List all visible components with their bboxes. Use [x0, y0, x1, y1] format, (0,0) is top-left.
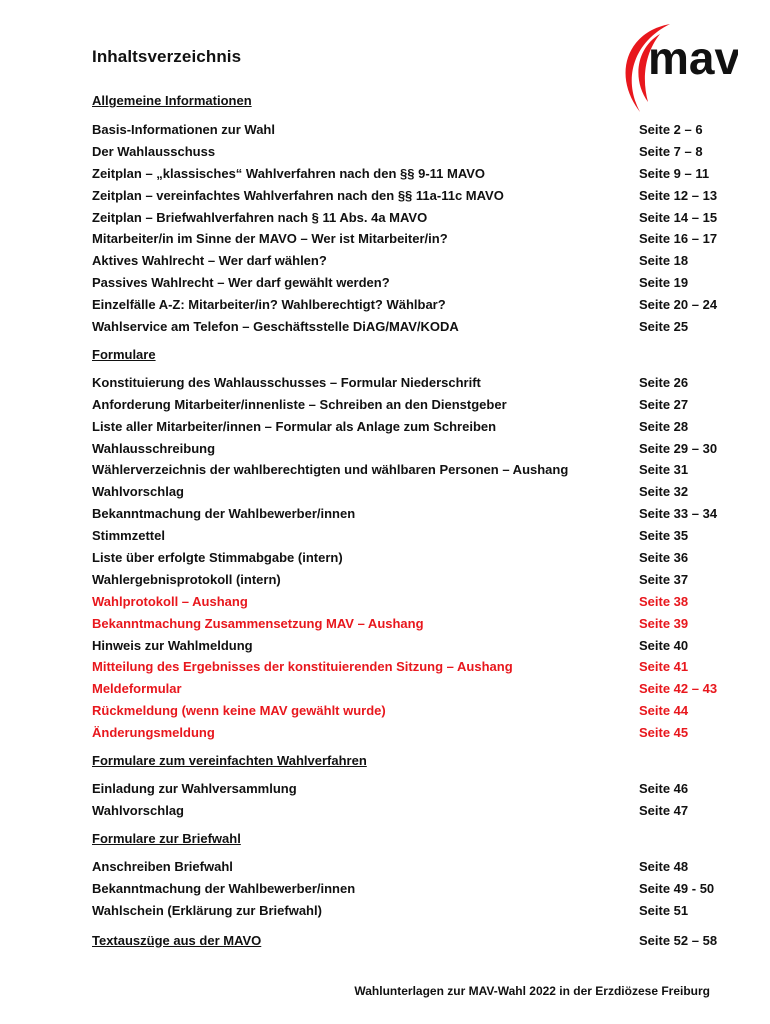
- toc-entry-page: Seite 28: [639, 418, 689, 434]
- toc-entry-title: Hinweis zur Wahlmeldung: [92, 637, 253, 653]
- toc-entry-page: Seite 20 – 24: [639, 297, 718, 313]
- toc-entry-page: Seite 25: [639, 319, 689, 335]
- toc-entry-title: Änderungsmeldung: [92, 725, 215, 741]
- toc-entry-page: Seite 48: [639, 858, 689, 874]
- toc-entry[interactable]: [92, 547, 732, 569]
- toc-entry-page: Seite 44: [639, 703, 689, 719]
- toc-entry[interactable]: [92, 163, 732, 185]
- toc-entry-title: Zeitplan – vereinfachtes Wahlverfahren nach den §§ 11a-11c MAVO: [92, 187, 504, 203]
- toc-sections: [92, 90, 732, 922]
- toc-entry[interactable]: [92, 481, 732, 503]
- toc-entry[interactable]: [92, 272, 732, 294]
- toc-entry[interactable]: [92, 635, 732, 657]
- toc-entry-title: Einzelfälle A-Z: Mitarbeiter/in? Wahlberechtigt? Wählbar?: [92, 297, 446, 313]
- toc-entry[interactable]: [92, 856, 732, 878]
- toc-entry-page: Seite 32: [639, 484, 689, 500]
- toc-entry-page: Seite 40: [639, 637, 689, 653]
- toc-entry[interactable]: [92, 228, 732, 250]
- toc-entry[interactable]: [92, 900, 732, 922]
- toc-entry[interactable]: [92, 569, 732, 591]
- toc-entry-page: Seite 38: [639, 593, 689, 609]
- toc-entry-page: Seite 47: [639, 802, 689, 818]
- toc-entry-title: Stimmzettel: [92, 528, 165, 544]
- toc-entry-title: Konstituierung des Wahlausschusses – Formular Niederschrift: [92, 374, 481, 390]
- toc-entry-title: Einladung zur Wahlversammlung: [92, 781, 297, 797]
- toc-entry-page: Seite 52 – 58: [639, 932, 718, 948]
- toc-entry-title: Wählerverzeichnis der wahlberechtigten und wählbaren Personen – Aushang: [92, 462, 569, 478]
- section-heading: Formulare zum vereinfachten Wahlverfahren: [92, 753, 367, 769]
- toc-entry-mavo-extracts[interactable]: [92, 930, 732, 952]
- toc-entry[interactable]: [92, 591, 732, 613]
- toc-entry-page: Seite 7 – 8: [639, 143, 703, 159]
- toc-entry-page: Seite 12 – 13: [639, 187, 718, 203]
- toc-entry-page: Seite 45: [639, 725, 689, 741]
- toc-entry-title: Aktives Wahlrecht – Wer darf wählen?: [92, 253, 327, 269]
- toc-entry[interactable]: [92, 394, 732, 416]
- toc-entry-page: Seite 27: [639, 396, 689, 412]
- toc-entry-page: Seite 9 – 11: [639, 165, 710, 181]
- toc-entry[interactable]: [92, 207, 732, 229]
- toc-entry-title: Wahlservice am Telefon – Geschäftsstelle DiAG/MAV/KODA: [92, 319, 459, 335]
- toc-entry-page: Seite 19: [639, 275, 689, 291]
- toc-entry-title: Liste über erfolgte Stimmabgabe (intern): [92, 550, 343, 566]
- toc-entry-page: Seite 49 - 50: [639, 880, 715, 896]
- toc-entry[interactable]: [92, 525, 732, 547]
- toc-entry-title: Wahlergebnisprotokoll (intern): [92, 571, 281, 587]
- toc-entry[interactable]: [92, 656, 732, 678]
- toc-entry-page: Seite 46: [639, 781, 689, 797]
- toc-entry-page: Seite 26: [639, 374, 689, 390]
- toc-entry-page: Seite 37: [639, 571, 689, 587]
- page-title: Inhaltsverzeichnis: [92, 47, 242, 66]
- toc-entry-page: Seite 51: [639, 902, 689, 918]
- toc-entry-title: Der Wahlausschuss: [92, 143, 216, 159]
- toc-entry[interactable]: [92, 678, 732, 700]
- toc-entry[interactable]: [92, 613, 732, 635]
- toc-entry[interactable]: [92, 250, 732, 272]
- toc-entry-page: Seite 14 – 15: [639, 209, 718, 225]
- toc-entry-page: Seite 35: [639, 528, 689, 544]
- toc-entry-title: Wahlprotokoll – Aushang: [92, 593, 248, 609]
- section-heading: Formulare zur Briefwahl: [92, 830, 241, 846]
- section-heading: Formulare: [92, 346, 156, 362]
- toc-entry[interactable]: [92, 141, 732, 163]
- toc-entry-title: Wahlschein (Erklärung zur Briefwahl): [92, 902, 322, 918]
- toc-entry-title: Passives Wahlrecht – Wer darf gewählt werden?: [92, 275, 390, 291]
- toc-entry-title: Wahlvorschlag: [92, 484, 184, 500]
- toc-entry[interactable]: [92, 316, 732, 338]
- toc-entry[interactable]: [92, 503, 732, 525]
- toc-entry-title: Wahlausschreibung: [92, 440, 216, 456]
- toc-entry-title: Anforderung Mitarbeiter/innenliste – Schreiben an den Dienstgeber: [92, 396, 507, 412]
- toc-entry-title: Zeitplan – Briefwahlverfahren nach § 11 Abs. 4a MAVO: [92, 209, 428, 225]
- toc-entry[interactable]: [92, 878, 732, 900]
- toc-entry-title: Bekanntmachung der Wahlbewerber/innen: [92, 880, 356, 896]
- logo-text: mav: [648, 32, 738, 84]
- toc-entry[interactable]: [92, 119, 732, 141]
- toc-entry-title: Rückmeldung (wenn keine MAV gewählt wurde): [92, 703, 386, 719]
- toc-entry-page: Seite 2 – 6: [639, 122, 703, 137]
- toc-entry-page: Seite 39: [639, 615, 689, 631]
- toc-entry-title: Zeitplan – „klassisches“ Wahlverfahren nach den §§ 9-11 MAVO: [92, 165, 486, 181]
- toc-entry-page: Seite 31: [639, 462, 689, 478]
- toc-entry-title: Textauszüge aus der MAVO: [92, 932, 262, 948]
- toc-entry-page: Seite 36: [639, 550, 689, 566]
- toc-entry-page: Seite 18: [639, 253, 689, 269]
- toc-entry-title: Basis-Informationen zur Wahl: [92, 122, 275, 137]
- page-footer: Wahlunterlagen zur MAV-Wahl 2022 in der Erzdiözese Freiburg: [354, 984, 710, 998]
- table-of-contents: [92, 90, 732, 951]
- toc-entry[interactable]: [92, 459, 732, 481]
- toc-entry-title: Mitteilung des Ergebnisses der konstituierenden Sitzung – Aushang: [92, 659, 513, 675]
- toc-entry[interactable]: [92, 700, 732, 722]
- toc-entry-title: Wahlvorschlag: [92, 802, 184, 818]
- toc-entry-title: Mitarbeiter/in im Sinne der MAVO – Wer ist Mitarbeiter/in?: [92, 231, 448, 247]
- toc-entry[interactable]: [92, 778, 732, 800]
- toc-entry-title: Meldeformular: [92, 681, 182, 697]
- toc-entry-title: Liste aller Mitarbeiter/innen – Formular als Anlage zum Schreiben: [92, 418, 497, 434]
- toc-entry[interactable]: [92, 294, 732, 316]
- section-heading: Allgemeine Informationen: [92, 93, 252, 108]
- toc-entry-title: Bekanntmachung der Wahlbewerber/innen: [92, 506, 356, 522]
- toc-entry[interactable]: [92, 372, 732, 394]
- toc-entry-page: Seite 42 – 43: [639, 681, 718, 697]
- toc-entry[interactable]: [92, 416, 732, 438]
- toc-entry[interactable]: [92, 722, 732, 744]
- toc-entry[interactable]: [92, 438, 732, 460]
- toc-entry-title: Anschreiben Briefwahl: [92, 858, 233, 874]
- toc-entry-page: Seite 16 – 17: [639, 231, 718, 247]
- toc-entry-page: Seite 29 – 30: [639, 440, 718, 456]
- toc-entry[interactable]: [92, 185, 732, 207]
- toc-entry-title: Bekanntmachung Zusammensetzung MAV – Aushang: [92, 615, 424, 631]
- toc-entry-page: Seite 33 – 34: [639, 506, 718, 522]
- toc-entry[interactable]: [92, 800, 732, 822]
- toc-entry-page: Seite 41: [639, 659, 689, 675]
